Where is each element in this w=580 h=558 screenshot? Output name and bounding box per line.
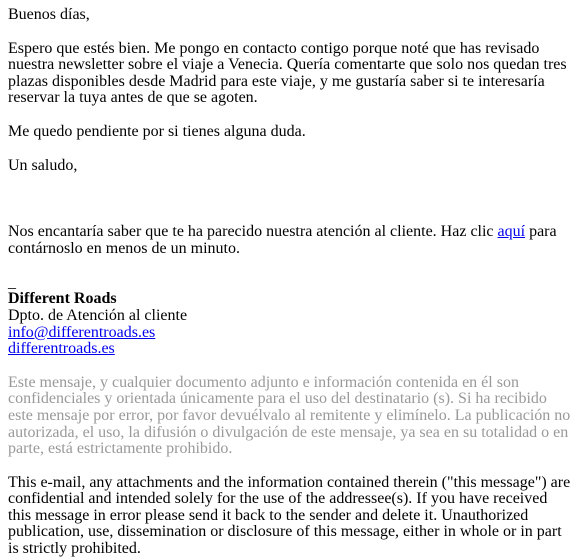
disclaimer-english: This e-mail, any attachments and the information contained therein ("this message") are confidential and intended solely for the use of the addressee(s). If you have received this message in error please send it back to the sender and delete it. Unauthorized publication, use, dissemination or disclosure of this message, either in whole or in part is strictly prohibited. (8, 473, 571, 558)
feedback-text-after: para contárnoslo en menos de un minuto. (8, 223, 557, 257)
signature-website-link[interactable]: differentroads.es (8, 340, 115, 358)
signature-email-link[interactable]: info@differentroads.es (8, 323, 156, 341)
signature-department: Dpto. de Atención al cliente (8, 306, 188, 324)
body-paragraph: Espero que estés bien. Me pongo en contacto contigo porque noté que has revisado nuestra newsletter sobre el viaje a Venecia. Quería comentarte que solo nos quedan tres plazas disponibles desde Madrid para este viaje, y me gustaría saber si te interesaría reservar la tuya antes de que se agoten. (8, 39, 567, 107)
greeting: Buenos días, (8, 6, 90, 23)
signature-company: Different Roads (8, 290, 117, 308)
feedback-link[interactable]: aquí (497, 223, 526, 241)
followup-text: Me quedo pendiente por si tienes alguna duda. (8, 122, 306, 140)
signature (8, 274, 572, 357)
feedback-text-before: Nos encantaría saber que te ha parecido nuestra atención al cliente. Haz clic (8, 223, 498, 241)
closing: Un saludo, (8, 156, 78, 174)
feedback-paragraph (8, 224, 572, 257)
signature-separator: _ (8, 274, 16, 292)
disclaimer-spanish: Este mensaje, y cualquier documento adjunto e información contenida en él son confidenciales y orientada únicamente para el uso del destinatario (s). Si ha recibido este mensaje por error, por favor devuélvalo al remitente y elimínelo. La publicación no autorizada, el uso, la difusión o divulgación de este mensaje, ya sea en su totalidad o en parte, está estrictamente prohibido. (8, 373, 571, 458)
